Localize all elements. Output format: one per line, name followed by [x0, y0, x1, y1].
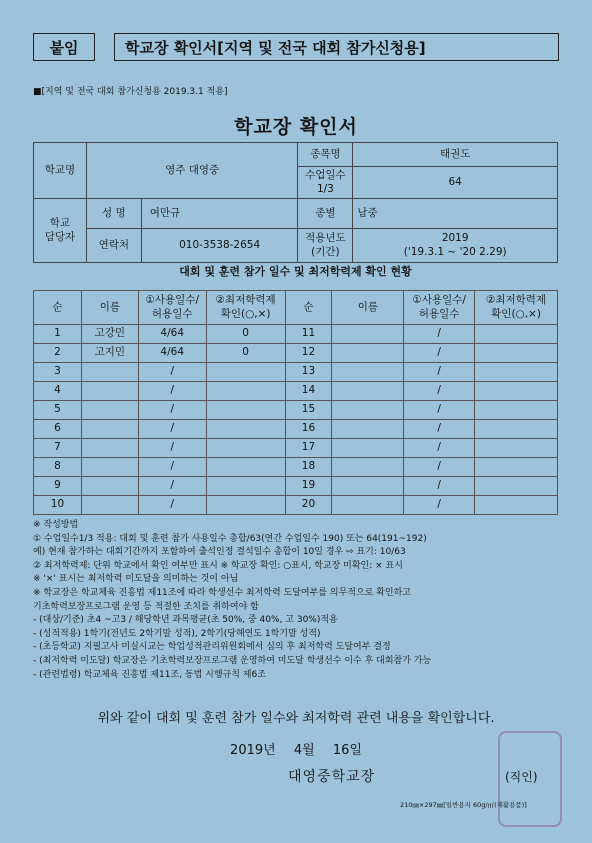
min-academic-check	[206, 458, 285, 477]
min-academic-check	[475, 325, 558, 344]
year-value: 2019	[441, 231, 469, 244]
school-value: 영주 대영중	[86, 143, 298, 199]
attachment-tag-text: 붙임	[49, 38, 79, 57]
date-year: 2019년	[230, 743, 276, 758]
phone-value: 010-3538-2654	[141, 229, 298, 263]
note-line: - (최저학력 미도달) 학교장은 기초학력보장프로그램 운영하여 미도달 학생선수 이수 후 대회참가 가능	[33, 655, 432, 666]
row-number: 10	[34, 496, 82, 515]
row-number: 18	[285, 458, 332, 477]
table-row	[34, 458, 558, 477]
row-number: 13	[285, 363, 332, 382]
row-number: 2	[34, 344, 82, 363]
use-days: /	[404, 496, 475, 515]
min-academic-check	[206, 420, 285, 439]
row-number: 12	[285, 344, 332, 363]
row-number: 5	[34, 401, 82, 420]
min-academic-check: 0	[206, 344, 285, 363]
days-label: 수업일수 1/3	[298, 167, 353, 199]
paper-spec-note: 210㎜×297㎜[일반용지 60g/㎡(재활용품)]	[400, 801, 527, 809]
table-row	[34, 496, 558, 515]
use-days: /	[138, 439, 206, 458]
table-row	[34, 439, 558, 458]
student-name: 고강민	[81, 325, 138, 344]
student-name	[332, 458, 404, 477]
min-academic-check	[475, 344, 558, 363]
name-value: 여만규	[141, 199, 298, 229]
student-name	[81, 401, 138, 420]
row-number: 19	[285, 477, 332, 496]
use-days: /	[138, 477, 206, 496]
year-cell	[353, 229, 558, 263]
note-line: ※ 작성방법	[33, 520, 79, 530]
use-days: /	[138, 363, 206, 382]
student-name	[332, 344, 404, 363]
min-academic-check	[475, 382, 558, 401]
table-row	[34, 382, 558, 401]
header-title: 학교장 확인서[지역 및 전국 대회 참가신청용]	[125, 38, 426, 57]
min-academic-check	[475, 496, 558, 515]
note-line: ※ '×' 표시는 최저학력 미도달을 의미하는 것이 아님	[33, 574, 239, 585]
min-academic-check	[206, 363, 285, 382]
student-name	[81, 496, 138, 515]
use-days: /	[138, 420, 206, 439]
note-line: ① 수업일수1/3 적용: 대회 및 훈련 참가 사용일수 총합/63(연간 수업일수 190) 또는 64(191~192)	[33, 533, 427, 544]
info-table	[33, 142, 558, 263]
min-academic-check	[206, 382, 285, 401]
document-title: 학교장 확인서	[234, 116, 358, 138]
confirmation-text: 위와 같이 대회 및 훈련 참가 일수와 최저학력 관련 내용을 확인합니다.	[97, 711, 495, 726]
min-academic-check	[206, 496, 285, 515]
row-number: 15	[285, 401, 332, 420]
student-name	[332, 382, 404, 401]
note-line: 기초학력보장프로그램 운영 등 적절한 조치를 취하여야 함	[33, 601, 259, 612]
row-number: 11	[285, 325, 332, 344]
table-row	[34, 420, 558, 439]
table-row	[34, 325, 558, 344]
row-number: 3	[34, 363, 82, 382]
row-number: 16	[285, 420, 332, 439]
student-name	[332, 420, 404, 439]
student-name	[332, 325, 404, 344]
name-label: 성 명	[86, 199, 141, 229]
note-line: ※ 학교장은 학교체육 진흥법 제11조에 따라 학생선수 최저학력 도달여부를 의무적으로 확인하고	[33, 587, 411, 598]
student-name	[332, 401, 404, 420]
min-academic-check	[475, 439, 558, 458]
min-academic-check	[206, 439, 285, 458]
use-days: /	[138, 496, 206, 515]
student-name	[81, 458, 138, 477]
student-name	[332, 496, 404, 515]
row-number: 17	[285, 439, 332, 458]
note-line: - (관련법령) 학교체육 진흥법 제11조, 동법 시행규칙 제6조	[33, 669, 266, 680]
min-academic-check: 0	[206, 325, 285, 344]
min-academic-check	[206, 401, 285, 420]
principal-signature: 대영중학교장	[288, 769, 376, 785]
min-academic-check	[475, 401, 558, 420]
seal-label: (직인)	[505, 770, 538, 784]
min-academic-check	[475, 477, 558, 496]
event-value: 태권도	[353, 143, 558, 167]
header-use-days: ①사용일수/ 허용일수	[404, 291, 475, 325]
header-no: 순	[34, 291, 82, 325]
min-academic-check	[475, 420, 558, 439]
contact-label: 학교 담당자	[34, 199, 87, 263]
header-name: 이름	[332, 291, 404, 325]
use-days: /	[138, 382, 206, 401]
use-days: /	[404, 420, 475, 439]
header-use-days: ①사용일수/ 허용일수	[138, 291, 206, 325]
instructions	[33, 519, 573, 682]
header-name: 이름	[81, 291, 138, 325]
use-days: /	[404, 477, 475, 496]
row-number: 1	[34, 325, 82, 344]
top-note: ■[지역 및 전국 대회 참가신청용 2019.3.1 적용]	[33, 87, 228, 97]
use-days: /	[404, 344, 475, 363]
days-value: 64	[353, 167, 558, 199]
note-line: - (대상/기준) 초4 ~고3 / 해당학년 과목평균(초 50%, 중 40%, 고 30%)적용	[33, 615, 338, 626]
use-days: /	[404, 382, 475, 401]
header-no: 순	[285, 291, 332, 325]
min-academic-check	[206, 477, 285, 496]
student-name	[332, 477, 404, 496]
table-row	[34, 477, 558, 496]
student-name	[332, 439, 404, 458]
student-name	[81, 382, 138, 401]
row-number: 8	[34, 458, 82, 477]
row-number: 4	[34, 382, 82, 401]
row-number: 6	[34, 420, 82, 439]
event-label: 종목명	[298, 143, 353, 167]
student-name	[81, 363, 138, 382]
min-academic-check	[475, 458, 558, 477]
use-days: /	[404, 401, 475, 420]
attachment-tag	[33, 33, 95, 61]
header-title-box	[114, 33, 559, 61]
date-month: 4월	[293, 743, 315, 758]
note-line: - (초등학교) 지필고사 미실시교는 학업성적관리위원회에서 심의 후 최저학력 도달여부 결정	[33, 642, 391, 653]
student-name	[81, 477, 138, 496]
student-name	[332, 363, 404, 382]
min-academic-check	[475, 363, 558, 382]
row-number: 9	[34, 477, 82, 496]
student-name: 고지민	[81, 344, 138, 363]
use-days: 4/64	[138, 344, 206, 363]
gender-value: 남중	[353, 199, 558, 229]
note-line: 예) 현재 참가하는 대회기간까지 포함하여 출석인정 결석일수 총합이 10일 경우 ⇨ 표기: 10/63	[33, 547, 406, 558]
use-days: /	[404, 439, 475, 458]
use-days: /	[404, 325, 475, 344]
use-days: /	[404, 363, 475, 382]
gender-label: 종별	[298, 199, 353, 229]
school-label: 학교명	[34, 143, 87, 199]
header-min-academic: ②최저학력제 확인(○,×)	[206, 291, 285, 325]
year-period: ('19.3.1 ~ '20 2.29)	[403, 245, 507, 258]
note-line: - (성적적용) 1학기(전년도 2학기말 성적), 2학기(당해연도 1학기말 성적)	[33, 628, 321, 639]
table-row	[34, 363, 558, 382]
year-label: 적용년도 (기간)	[298, 229, 353, 263]
row-number: 20	[285, 496, 332, 515]
participation-subtitle: 대회 및 훈련 참가 일수 및 최저학력제 확인 현황	[179, 265, 412, 278]
use-days: /	[138, 401, 206, 420]
participation-table	[33, 290, 558, 515]
use-days: /	[138, 458, 206, 477]
use-days: 4/64	[138, 325, 206, 344]
date-day: 16일	[332, 743, 362, 758]
student-name	[81, 420, 138, 439]
table-row	[34, 344, 558, 363]
table-row	[34, 401, 558, 420]
header-min-academic: ②최저학력제 확인(○,×)	[475, 291, 558, 325]
phone-label: 연락처	[86, 229, 141, 263]
student-name	[81, 439, 138, 458]
row-number: 7	[34, 439, 82, 458]
use-days: /	[404, 458, 475, 477]
note-line: ② 최저학력제: 단위 학교에서 확인 여부만 표시 ※ 학교장 확인: ○표시, 학교장 미확인: × 표시	[33, 560, 403, 571]
row-number: 14	[285, 382, 332, 401]
